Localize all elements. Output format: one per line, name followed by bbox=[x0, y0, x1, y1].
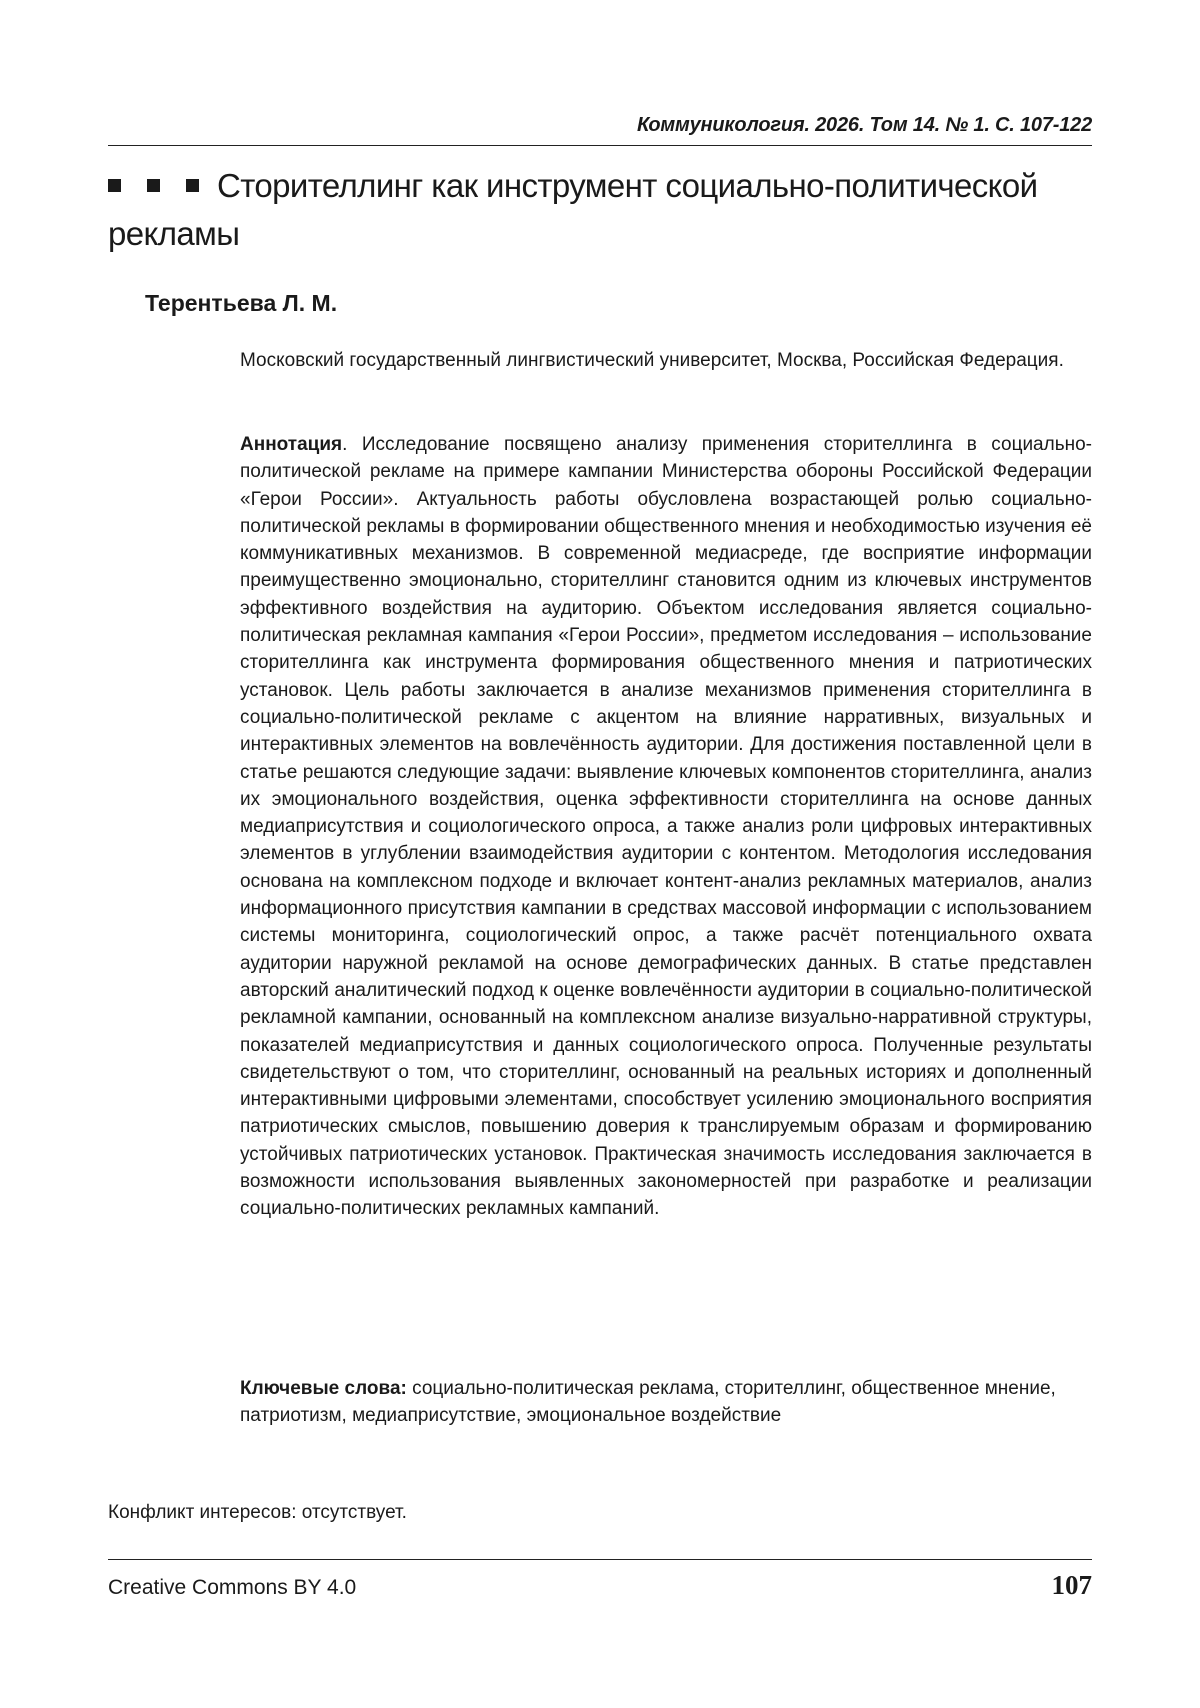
square-marker-icon bbox=[147, 179, 160, 192]
footer-divider bbox=[108, 1559, 1092, 1560]
running-header: Коммуникология. 2026. Том 14. № 1. С. 107-122 bbox=[637, 114, 1092, 136]
page-number: 107 bbox=[1051, 1570, 1092, 1600]
square-marker-icon bbox=[186, 179, 199, 192]
abstract-text: . Исследование посвящено анализу применения сторителлинга в социально-политической рекламе на примере кампании Министерства обороны Российской Федерации «Герои России». Актуальность работы обусловлена возрастающей ролью социально-политической рекламы в формировании общественного мнения и необходимостью изучения её коммуникативных механизмов. В современной медиасреде, где восприятие информации преимущественно эмоционально, сторителлинг становится одним из ключевых инструментов эффективного воздействия на аудиторию. Объектом исследования является социально-политическая рекламная кампания «Герои России», предметом исследования – использование сторителлинга как инструмента формирования общественного мнения и патриотических установок. Цель работы заключается в анализе механизмов применения сторителлинга в социально-политической рекламе с акцентом на влияние нарративных, визуальных и интерактивных элементов на вовлечённость аудитории. Для достижения поставленной цели в статье решаются следующие задачи: выявление ключевых компонентов сторителлинга, анализ их эмоционального воздействия, оценка эффективности сторителлинга на основе данных медиаприсутствия и социологического опроса, а также анализ роли цифровых интерактивных элементов в углублении взаимодействия аудитории с контентом. Методология исследования основана на комплексном подходе и включает контент-анализ рекламных материалов, анализ информационного присутствия кампании в средствах массовой информации с использованием системы мониторинга, социологический опрос, а также расчёт потенциального охвата аудитории наружной рекламой на основе демографических данных. В статье представлен авторский аналитический подход к оценке вовлечённости аудитории в социально-политической рекламной кампании, основанный на комплексном анализе визуально-нарративной структуры, показателей медиаприсутствия и данных социологического опроса. Полученные результаты свидетельствуют о том, что сторителлинг, основанный на реальных историях и дополненный интерактивными цифровыми элементами, способствует усилению эмоционального восприятия патриотических смыслов, повышению доверия к транслируемым образам и формированию устойчивых патриотических установок. Практическая значимость исследования заключается в возможности использования выявленных закономерностей при разработке и реализации социально-политических рекламных кампаний. bbox=[240, 434, 1092, 1220]
abstract-label: Аннотация bbox=[240, 434, 343, 455]
keywords-label: Ключевые слова: bbox=[240, 1378, 407, 1399]
article-title: Сторителлинг как инструмент социально-политической рекламы bbox=[108, 167, 1038, 252]
square-marker-icon bbox=[108, 179, 121, 192]
section-markers bbox=[108, 162, 199, 210]
conflict-of-interest: Конфликт интересов: отсутствует. bbox=[108, 1502, 407, 1523]
abstract bbox=[240, 431, 1092, 1223]
license-text: Creative Commons BY 4.0 bbox=[108, 1576, 357, 1599]
article-title-block bbox=[108, 162, 1098, 258]
keywords bbox=[240, 1375, 1092, 1429]
header-divider bbox=[108, 145, 1092, 146]
affiliation: Московский государственный лингвистический университет, Москва, Российская Федерация. bbox=[240, 350, 1064, 371]
author-name: Терентьева Л. М. bbox=[145, 290, 338, 316]
keywords-text: социально-политическая реклама, сторителлинг, общественное мнение, патриотизм, медиаприсутствие, эмоциональное воздействие bbox=[240, 1378, 1056, 1426]
